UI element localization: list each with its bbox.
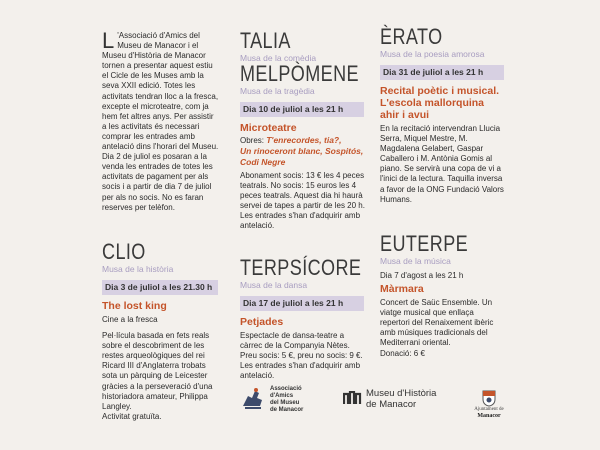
muse-euterpe [380, 233, 505, 359]
muse-clio-text: Pel·lícula basada en fets reals sobre el descobriment de les restes arqueològiques del rei Ricard III d'Anglaterra trobats sota un pàrquing de Leicester gràcies a la perseveració d'una historiadora amateur, Philippa Langley. [102, 331, 213, 411]
muse-talia [240, 30, 368, 63]
knight-icon [240, 386, 266, 410]
works-title-3: Codi Negre [240, 157, 286, 167]
works-title-1: T'enrecordes, tia?, [266, 135, 342, 145]
muse-terpsicore-name: TERPSÍCORE [240, 255, 362, 280]
muse-melpomene-subtitle: Musa de la tragèdia [240, 86, 315, 96]
muse-clio-venue: Cine a la fresca [102, 315, 158, 324]
muse-clio-event: The lost king [102, 300, 167, 312]
amics-line-3: del Museu [270, 400, 300, 406]
museu-line-1: Museu d'Història [366, 388, 437, 399]
museu-line-2: de Manacor [366, 399, 417, 410]
muse-euterpe-date: Dia 7 d'agost a les 21 h [380, 271, 464, 280]
muse-melpomene-event: Microteatre [240, 122, 297, 134]
muse-euterpe-event: Màrmara [380, 283, 424, 296]
muse-erato-subtitle: Musa de la poesia amorosa [380, 49, 485, 59]
muse-talia-subtitle: Musa de la comèdia [240, 53, 317, 63]
muse-clio [102, 241, 220, 422]
muse-erato-text: En la recitació intervendran Llucia Serra, Miquel Mestre, M. Magdalena Gelabert, Gaspar Caballero i M. Antònia Gomis al piano. Se servirà una copa de vi a l'inici de la lectura. Taquilla inversa a favor de la ONG Fundació Valors Humans. [380, 124, 504, 204]
muse-clio-subtitle: Musa de la història [102, 264, 174, 274]
muse-melpomene-works [240, 135, 368, 146]
intro-dropcap: L [102, 28, 115, 53]
muse-terpsicore-text: Espectacle de dansa-teatre a càrrec de la Companyia Nètes. Preu socis: 5 €, preu no socis: 9 €. Les entrades s'han d'adquirir amb antelació. [240, 331, 363, 381]
logo-ajuntament [466, 389, 512, 420]
works-title-2: Un rinoceront blanc, Sospitós, [240, 146, 364, 156]
works-label: Obres: [240, 136, 267, 145]
muse-euterpe-note: Donació: 6 € [380, 348, 425, 358]
muse-erato-name: ÈRATO [380, 24, 443, 49]
muse-erato-event-3: ahir i avui [380, 109, 430, 121]
muse-melpomene-name: MELPÒMENE [240, 61, 359, 86]
ajuntament-line-1: Ajuntament de [474, 407, 504, 412]
muse-terpsicore-date: Dia 17 de juliol a les 21 h [240, 296, 364, 311]
muse-terpsicore-event: Petjades [240, 316, 284, 328]
amics-line-1: Associació [270, 386, 302, 392]
muse-erato-date: Dia 31 de juliol a les 21 h [380, 65, 504, 80]
amics-line-4: de Manacor [270, 407, 304, 413]
intro-text: 'Associació d'Amics del Museu de Manacor i el Museu d'Història de Manacor tornen a presentar aquest estiu el Cicle de les Muses amb la seva XXII edició. Totes les activitats tendran lloc a la fresca, excepte el microteatre, com ja hem fet altres anys. Per assistir a les activitats és necessari comprar les entrades amb antelació dins l'horari del Museu. Dia 2 de juliol es posaran a la venda les entrades de totes les activitats de pagament per als socis i a partir de dia 7 de juliol per als no socis. No es faran reserves per telèfon. [102, 31, 219, 212]
muse-erato [380, 26, 505, 205]
muse-clio-note: Activitat gratuïta. [102, 411, 162, 421]
logo-amics [240, 386, 303, 414]
muse-talia-name: TALIA [240, 28, 291, 53]
muse-melpomene-text: Abonament socis: 13 € les 4 peces teatrals. No socis: 15 euros les 4 peces teatrals. Aquest dia hi haurà servei de tapes a partir de les 20 h. Les entrades s'han d'adquirir amb antelació. [240, 171, 365, 231]
muse-clio-date: Dia 3 de juliol a les 21.30 h [102, 280, 218, 295]
muse-erato-event-2: L'escola mallorquina [380, 97, 485, 109]
muse-euterpe-name: EUTERPE [380, 231, 469, 256]
ajuntament-line-2: Manacor [477, 413, 501, 419]
intro-block [102, 28, 220, 213]
museu-mark-icon [343, 391, 363, 405]
muse-terpsicore-subtitle: Musa de la dansa [240, 280, 308, 290]
coat-of-arms-icon [481, 389, 497, 407]
muse-clio-name: CLIO [102, 239, 146, 264]
muse-melpomene [240, 63, 368, 232]
muse-erato-event-1: Recital poètic i musical. [380, 85, 500, 97]
amics-line-2: d'Amics [270, 393, 294, 399]
muse-euterpe-text: Concert de Saüc Ensemble. Un viatge musical que enllaça repertori del Renaixement ibèric amb músiques tradicionals del Mediterrani oriental. [380, 298, 494, 348]
muse-melpomene-date: Dia 10 de juliol a les 21 h [240, 102, 364, 117]
logo-museu [343, 388, 436, 410]
muse-euterpe-subtitle: Musa de la música [380, 256, 451, 266]
muse-terpsicore [240, 257, 368, 381]
